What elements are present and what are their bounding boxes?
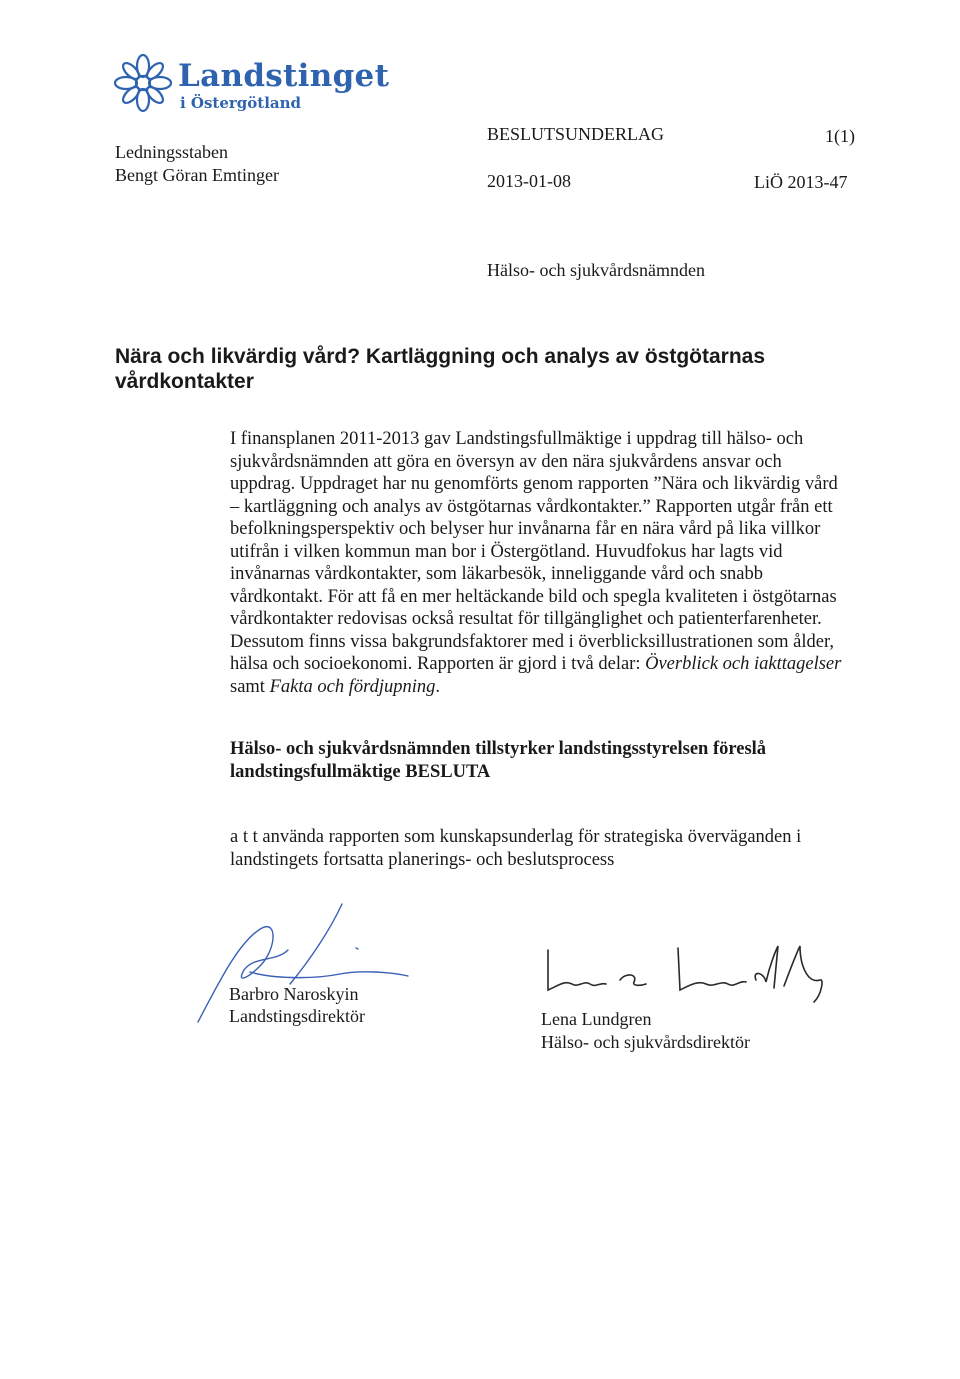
att-label: a t t [230,827,258,847]
logo-wordmark: Landstinget [178,58,390,94]
document-date: 2013-01-08 [487,171,571,191]
part-two-title: Fakta och fördjupning [269,676,436,697]
author: Bengt Göran Emtinger [115,165,279,185]
document-title: Nära och likvärdig vård? Kartläggning och analys av östgötarnas vårdkontakter [115,345,766,393]
body-text-join: samt [230,676,270,697]
decision-text: använda rapporten som kunskapsunderlag för strategiska överväganden i landstingets fortsatta planerings- och beslutsprocess [230,827,802,870]
department: Ledningsstaben [115,142,228,162]
right-signer-role: Hälso- och sjukvårdsdirektör [541,1032,750,1052]
reference-number: LiÖ 2013-47 [754,172,848,192]
body-text-end: . [435,676,440,697]
decision-paragraph [230,826,850,871]
body-paragraph [230,428,850,698]
left-signer-name: Barbro Naroskyin [229,984,359,1004]
logo-subtitle: i Östergötland [180,94,302,112]
page-number: 1(1) [825,126,855,146]
part-one-title: Överblick och iakttagelser [645,654,842,674]
recipient: Hälso- och sjukvårdsnämnden [487,260,705,280]
logo [112,52,390,122]
document-type: BESLUTSUNDERLAG [487,124,665,144]
decision-heading: Hälso- och sjukvårdsnämnden tillstyrker landstingsstyrelsen föreslå landstingsfullmäktige BESLUTA [230,739,767,782]
signature-right-scribble [538,940,838,1010]
flower-emblem-icon [112,52,174,114]
body-text-main: I finansplanen 2011-2013 gav Landstingsfullmäktige i uppdrag till hälso- och sjukvårdsnämnden att göra en översyn av den nära sjukvårdens ansvar och uppdrag. Uppdraget har nu genomförts genom rapporten ”Nära och likvärdig vård – kartläggning och analys av östgötarnas vårdkontakter.” Rapporten utgår från ett befolkningsperspektiv och belyser hur invånarna får en nära vård på lika villkor utifrån i vilken kommun man bor i Östergötland. Huvudfokus har lagts vid invånarnas vårdkontakter, som läkarbesök, inneliggande vård och snabb vårdkontakt. För att få en mer heltäckande bild och spegla kvaliteten i östgötarnas vårdkontakter redovisas också resultat för tillgänglighet och patienterfarenheter. Dessutom finns vissa bakgrundsfaktorer med i överblicksillustrationen som ålder, hälsa och socioekonomi. Rapporten är gjord i två delar: [230,429,838,674]
right-signer-name: Lena Lundgren [541,1009,652,1029]
left-signer-role: Landstingsdirektör [229,1006,365,1026]
